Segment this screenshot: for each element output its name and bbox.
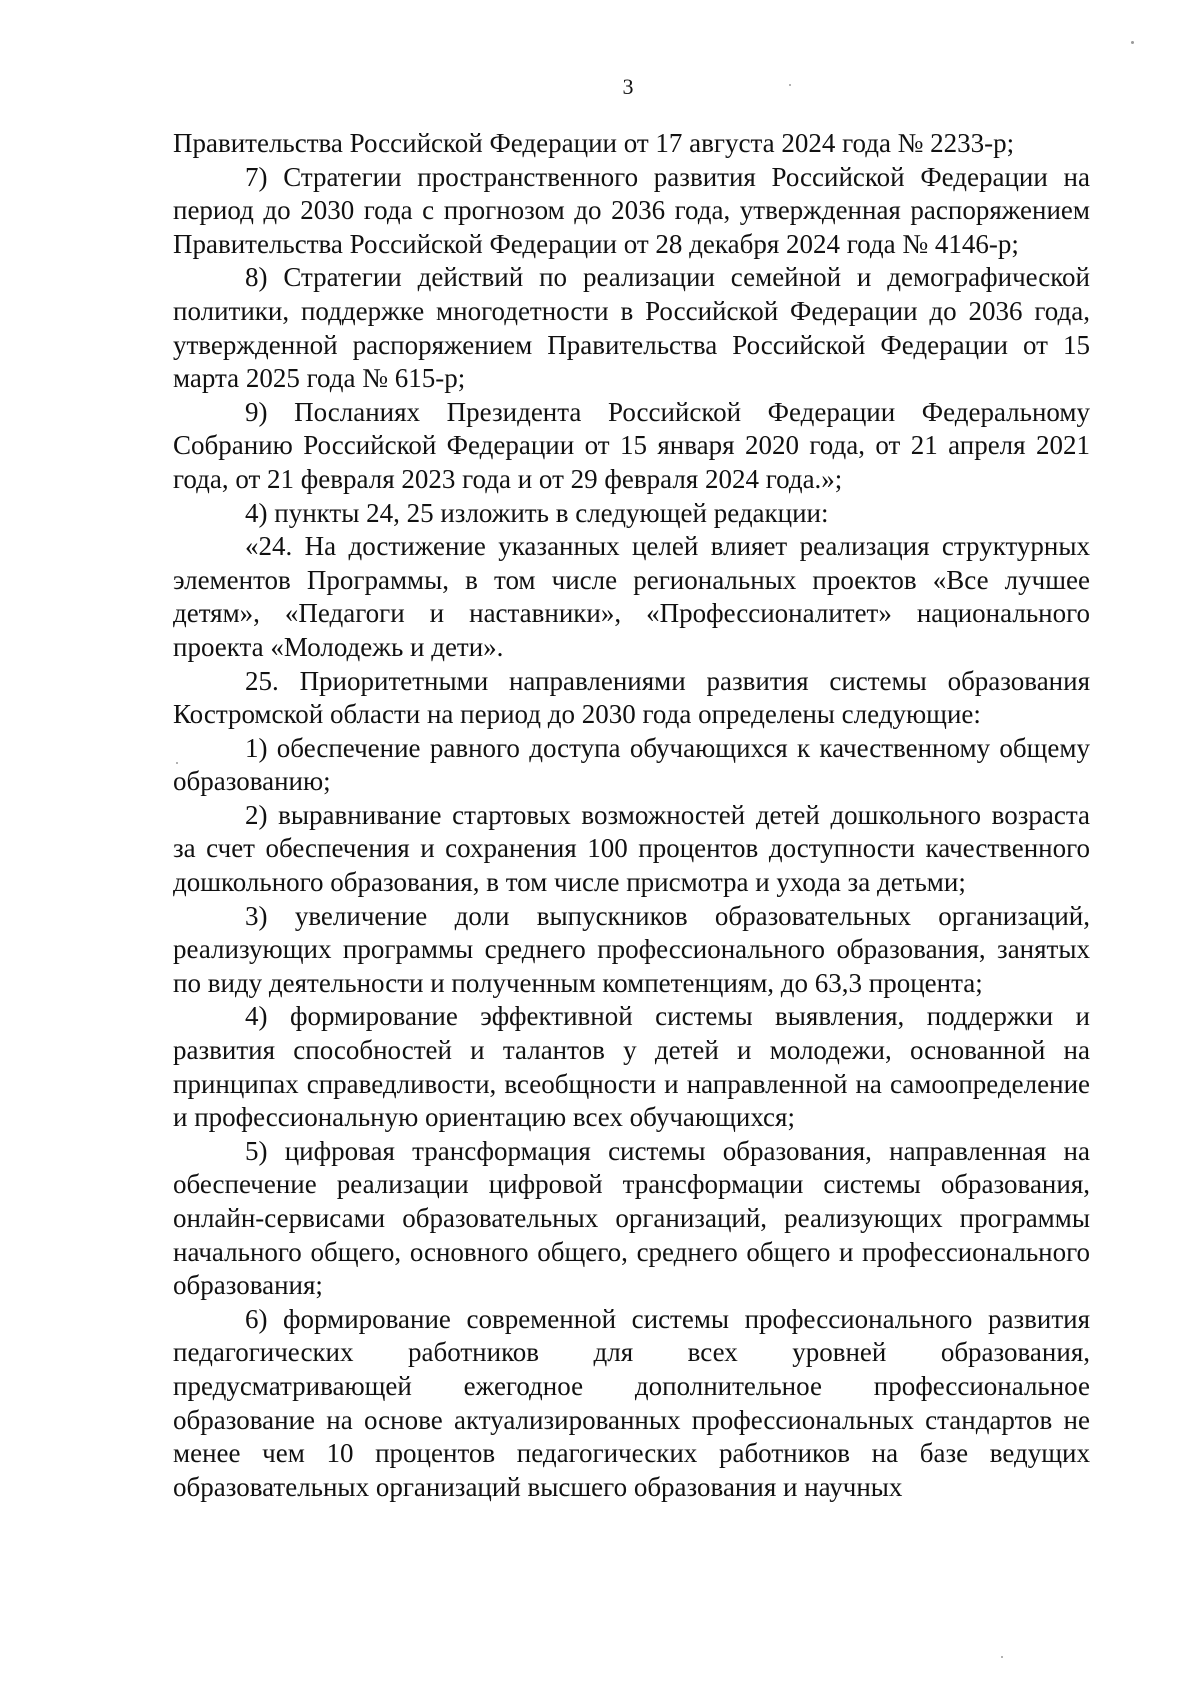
paragraph-direction-1: 1) обеспечение равного доступа обучающихся к качественному общему образованию; bbox=[173, 732, 1090, 797]
paragraph-direction-4: 4) формирование эффективной системы выявления, поддержки и развития способностей и талантов у детей и молодежи, основанной на принципах справедливости, всеобщности и направленной на самоопределение и профессиональную ориентацию всех обучающихся; bbox=[173, 1001, 1090, 1133]
paragraph-amendment-4: 4) пункты 24, 25 изложить в следующей редакции: bbox=[245, 497, 829, 528]
page-number: 3 bbox=[622, 74, 634, 99]
scan-speck bbox=[1001, 1656, 1003, 1658]
paragraph-item-7-strategy-spatial: 7) Стратегии пространственного развития Российской Федерации на период до 2030 года с прогнозом до 2036 года, утвержденная распоряжением Правительства Российской Федерации от 28 декабря 2024 года № 4146-р; bbox=[173, 161, 1090, 259]
paragraph-point-25: 25. Приоритетными направлениями развития системы образования Костромской области на период до 2030 года определены следующие: bbox=[173, 665, 1090, 730]
scan-speck bbox=[176, 762, 178, 764]
scan-speck bbox=[1131, 41, 1134, 44]
document-body bbox=[173, 127, 1090, 1504]
paragraph-continuation: Правительства Российской Федерации от 17 августа 2024 года № 2233-р; bbox=[173, 128, 1015, 158]
scan-speck bbox=[789, 84, 791, 86]
paragraph-direction-3: 3) увеличение доли выпускников образовательных организаций, реализующих программы среднего профессионального образования, занятых по виду деятельности и полученным компетенциям, до 63,3 процента; bbox=[173, 900, 1090, 998]
paragraph-direction-2: 2) выравнивание стартовых возможностей детей дошкольного возраста за счет обеспечения и сохранения 100 процентов доступности качественного дошкольного образования, в том числе присмотра и ухода за детьми; bbox=[173, 799, 1090, 898]
paragraph-point-24: «24. На достижение указанных целей влияет реализация структурных элементов Программы, в том числе региональных проектов «Все лучшее детям», «Педагоги и наставники», «Профессионалитет» национального проекта «Молодежь и дети». bbox=[173, 531, 1090, 662]
paragraph-item-9-president-address: 9) Посланиях Президента Российской Федерации Федеральному Собранию Российской Федерации от 15 января 2020 года, от 21 апреля 2021 года, от 21 февраля 2023 года и от 29 февраля 2024 года.»; bbox=[173, 396, 1090, 494]
paragraph-direction-5: 5) цифровая трансформация системы образования, направленная на обеспечение реализации цифровой трансформации системы образования, онлайн-сервисами образовательных организаций, реализующих программы начального общего, основного общего, среднего общего и профессионального образования; bbox=[173, 1135, 1090, 1301]
paragraph-direction-6: 6) формирование современной системы профессионального развития педагогических работников для всех уровней образования, предусматривающей ежегодное дополнительное профессиональное образование на основе актуализированных профессиональных стандартов не менее чем 10 процентов педагогических работников на базе ведущих образовательных организаций высшего образования и научных bbox=[173, 1303, 1090, 1502]
paragraph-item-8-strategy-family: 8) Стратегии действий по реализации семейной и демографической политики, поддержке многодетности в Российской Федерации до 2036 года, утвержденной распоряжением Правительства Российской Федерации от 15 марта 2025 года № 615-р; bbox=[173, 262, 1090, 394]
